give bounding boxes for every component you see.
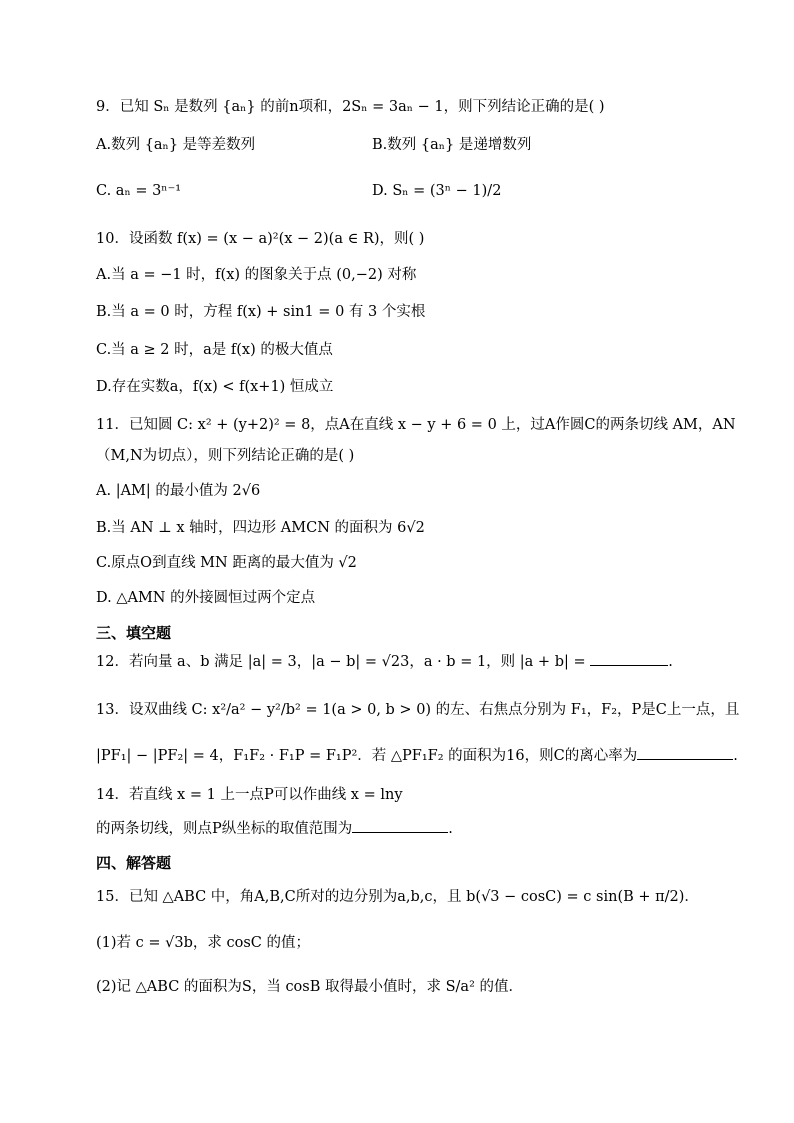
q13-period: . bbox=[733, 748, 738, 764]
q12-text: 12．若向量 a、b 满足 |a| = 3，|a − b| = √23，a · b = 1，则 |a + b| = bbox=[96, 654, 591, 670]
q12-period: . bbox=[668, 654, 673, 670]
q11-option-d: D. △AMN 的外接圆恒过两个定点 bbox=[96, 590, 316, 606]
q14-text: 的两条切线，则点P纵坐标的取值范围为 bbox=[96, 821, 353, 837]
answer-blank bbox=[590, 651, 668, 666]
q10-option-d: D.存在实数a，f(x) < f(x+1) 恒成立 bbox=[96, 379, 334, 395]
section-heading-solutions: 四、解答题 bbox=[96, 854, 172, 872]
answer-blank bbox=[352, 818, 448, 833]
q13-stem: 13．设双曲线 C: x²/a² − y²/b² = 1(a > 0, b > 0) 的左、右焦点分别为 F₁，F₂，P是C上一点，且 bbox=[96, 702, 740, 718]
q13-stem-continued bbox=[96, 745, 738, 767]
q9-option-a: A.数列 {aₙ} 是等差数列 bbox=[96, 137, 256, 153]
q14-period: . bbox=[448, 821, 453, 837]
section-heading-fill-in: 三、填空题 bbox=[96, 624, 172, 642]
q11-option-a: A. |AM| 的最小值为 2√6 bbox=[96, 483, 261, 499]
q9-option-c: C. aₙ = 3ⁿ⁻¹ bbox=[96, 183, 182, 199]
q15-part-2: (2)记 △ABC 的面积为S，当 cosB 取得最小值时，求 S/a² 的值． bbox=[96, 979, 523, 995]
q9-option-d: D. Sₙ = (3ⁿ − 1)/2 bbox=[372, 183, 502, 199]
q10-option-a: A.当 a = −1 时，f(x) 的图象关于点 (0,−2) 对称 bbox=[96, 267, 417, 283]
q15-part-1: (1)若 c = √3b，求 cosC 的值； bbox=[96, 935, 310, 951]
q11-option-c: C.原点O到直线 MN 距离的最大值为 √2 bbox=[96, 555, 357, 571]
q14-stem-continued bbox=[96, 818, 453, 840]
q12-stem bbox=[96, 651, 673, 673]
q11-option-b: B.当 AN ⊥ x 轴时，四边形 AMCN 的面积为 6√2 bbox=[96, 520, 425, 536]
q10-stem: 10．设函数 f(x) = (x − a)²(x − 2)(a ∈ R)，则( ) bbox=[96, 231, 425, 247]
q10-option-c: C.当 a ≥ 2 时，a是 f(x) 的极大值点 bbox=[96, 342, 333, 358]
q11-stem-continued: （M,N为切点），则下列结论正确的是( ) bbox=[96, 448, 355, 464]
q9-stem: 9．已知 Sₙ 是数列 {aₙ} 的前n项和，2Sₙ = 3aₙ − 1，则下列结论正确的是( ) bbox=[96, 99, 605, 115]
q11-stem: 11．已知圆 C: x² + (y+2)² = 8，点A在直线 x − y + 6 = 0 上，过A作圆C的两条切线 AM，AN bbox=[96, 417, 736, 433]
answer-blank bbox=[637, 745, 733, 760]
q9-option-b: B.数列 {aₙ} 是递增数列 bbox=[372, 137, 532, 153]
q14-stem: 14．若直线 x = 1 上一点P可以作曲线 x = lny bbox=[96, 787, 403, 803]
q15-stem: 15．已知 △ABC 中，角A,B,C所对的边分别为a,b,c，且 b(√3 − cosC) = c sin(B + π/2)． bbox=[96, 889, 699, 905]
q13-text: |PF₁| − |PF₂| = 4，F₁F₂ · F₁P = F₁P²．若 △PF₁F₂ 的面积为16，则C的离心率为 bbox=[96, 748, 638, 764]
q10-option-b: B.当 a = 0 时，方程 f(x) + sin1 = 0 有 3 个实根 bbox=[96, 304, 426, 320]
